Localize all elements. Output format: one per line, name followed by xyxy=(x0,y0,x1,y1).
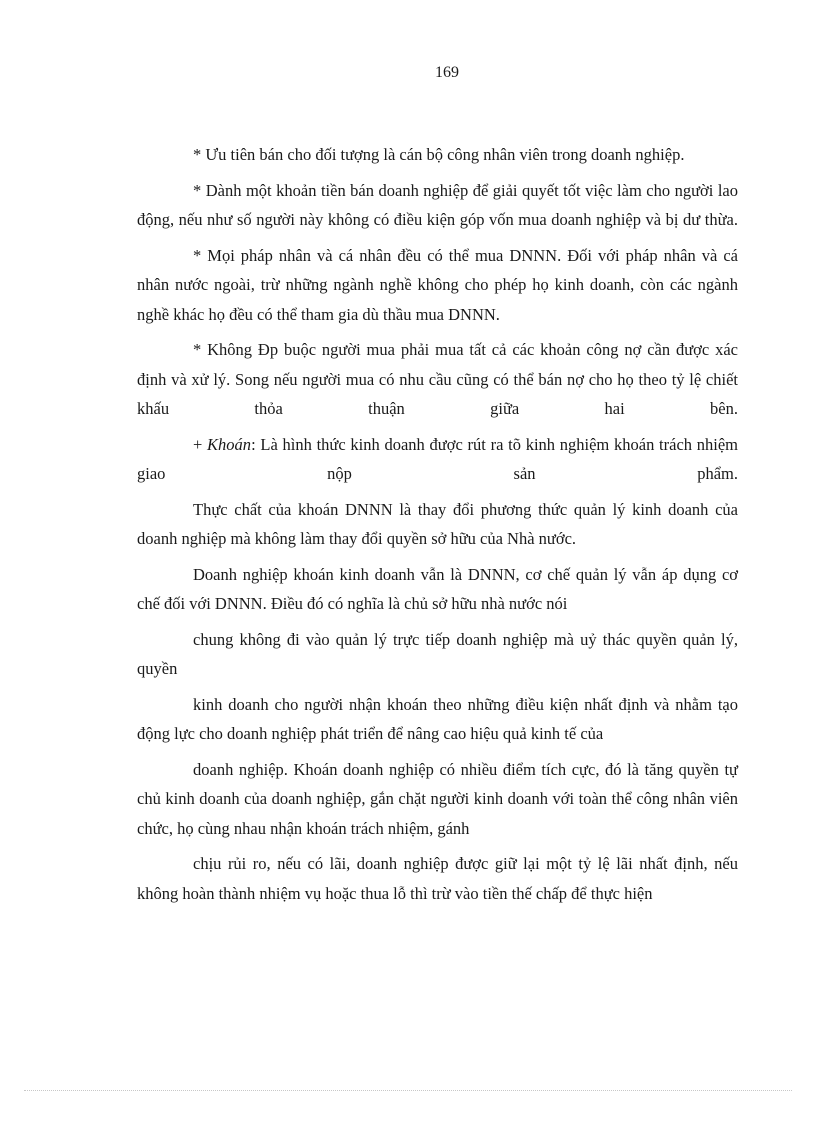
paragraph-khoan-mechanism: Doanh nghiệp khoán kinh doanh vẫn là DNNN, cơ chế quản lý vẫn áp dụng cơ chế đối với DNNN. Điều đó có nghĩa là chủ sở hữu nhà nước nói xyxy=(137,564,738,613)
paragraph-khoan-definition xyxy=(137,430,738,489)
paragraph-buyers: * Mọi pháp nhân và cá nhân đều có thể mua DNNN. Đối với pháp nhân và cá nhân nước ngoài, trừ những ngành nghề không cho phép họ kinh doanh, còn các ngành nghề khác họ đều có thể tham gia dù thầu mua DNNN. xyxy=(137,245,738,324)
khoan-definition-text: : Là hình thức kinh doanh được rút ra tõ kinh nghiệm khoán trách nhiệm giao nộp sản phẩm. xyxy=(137,434,738,483)
paragraph-debts: * Không Đp buộc người mua phải mua tất cả các khoản công nợ cần được xác định và xử lý. Song nếu người mua có nhu cầu cũng có thể bán nợ cho họ theo tỷ lệ chiết khấu thỏa thuận giữa hai bên. xyxy=(137,340,738,418)
document-body xyxy=(137,140,738,914)
page-number xyxy=(0,64,816,82)
plus-marker: + xyxy=(193,434,208,454)
paragraph-khoan-risk: chịu rủi ro, nếu có lãi, doanh nghiệp được giữ lại một tỷ lệ lãi nhất định, nếu không hoàn thành nhiệm vụ hoặc thua lỗ thì trừ vào tiền thế chấp để thực hiện xyxy=(137,854,738,903)
footer-divider xyxy=(24,1090,792,1091)
page-number-text: 169 xyxy=(435,64,459,81)
paragraph-khoan-conditions: kinh doanh cho người nhận khoán theo những điều kiện nhất định và nhằm tạo động lực cho doanh nghiệp phát triển để nâng cao hiệu quả kinh tế của xyxy=(137,694,738,743)
paragraph-employment-fund: * Dành một khoản tiền bán doanh nghiệp để giải quyết tốt việc làm cho người lao động, nếu như số người này không có điều kiện góp vốn mua doanh nghiệp và bị dư thừa. xyxy=(137,180,738,229)
paragraph-khoan-owner: chung không đi vào quản lý trực tiếp doanh nghiệp mà uỷ thác quyền quản lý, quyền xyxy=(137,629,738,678)
term-khoan: Khoán xyxy=(207,434,252,454)
paragraph-khoan-essence: Thực chất của khoán DNNN là thay đổi phương thức quản lý kinh doanh của doanh nghiệp mà không làm thay đổi quyền sở hữu của Nhà nước. xyxy=(137,499,738,548)
paragraph-priority-sale: * Ưu tiên bán cho đối tượng là cán bộ công nhân viên trong doanh nghiệp. xyxy=(193,145,685,164)
paragraph-khoan-benefits: doanh nghiệp. Khoán doanh nghiệp có nhiều điểm tích cực, đó là tăng quyền tự chủ kinh doanh của doanh nghiệp, gắn chặt người kinh doanh với toàn thể công nhân viên chức, họ cùng nhau nhận khoán trách nhiệm, gánh xyxy=(137,759,738,838)
